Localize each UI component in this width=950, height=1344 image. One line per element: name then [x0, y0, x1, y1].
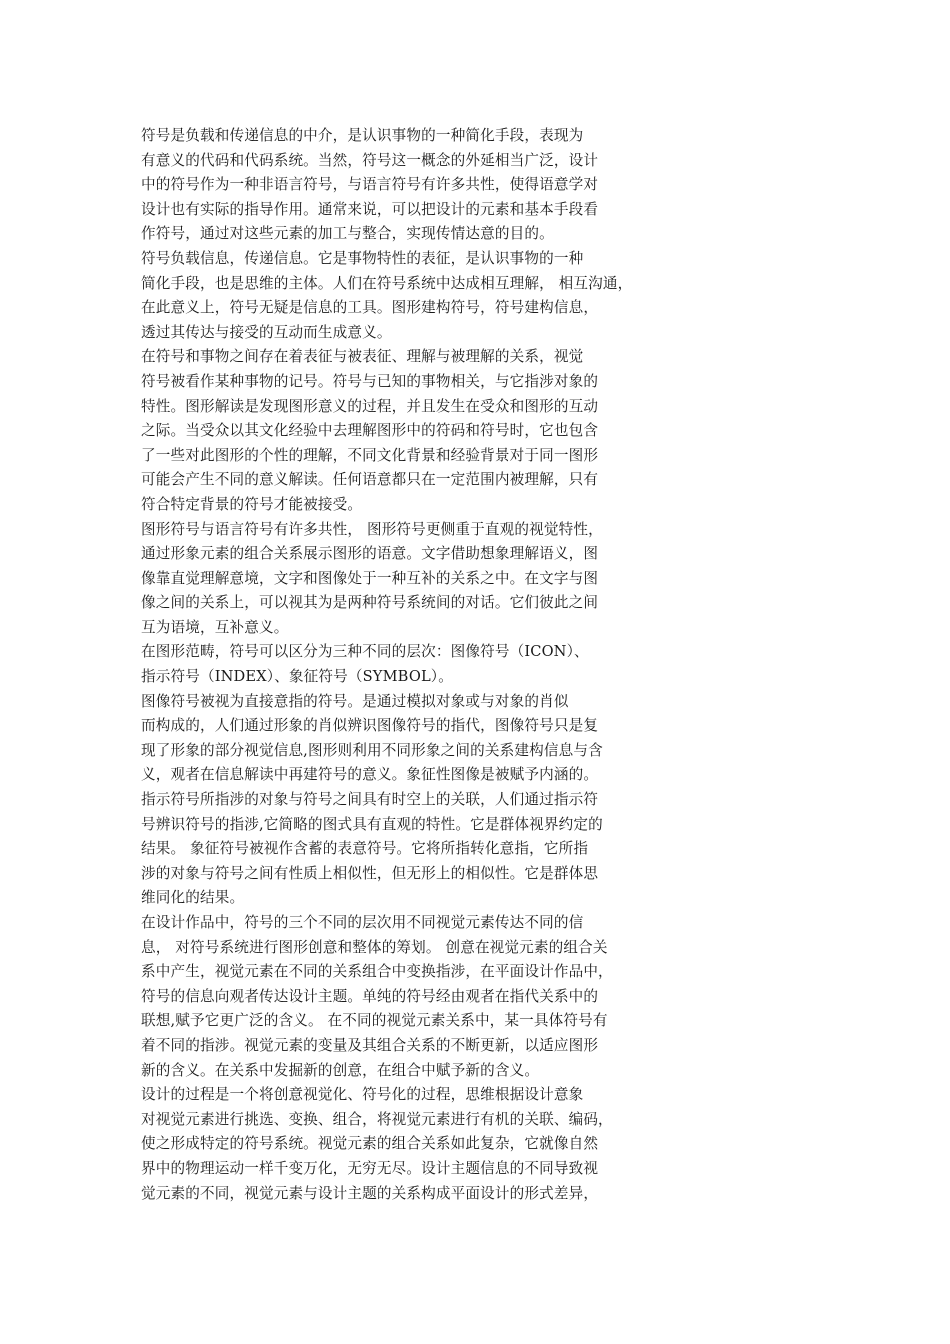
text-line: 有意义的代码和代码系统。当然，符号这一概念的外延相当广泛，设计 — [141, 151, 599, 169]
text-line: 像之间的关系上，可以视其为是两种符号系统间的对话。它们彼此之间 — [141, 594, 599, 612]
text-line: 了一些对此图形的个性的理解，不同文化背景和经验背景对于同一图形 — [141, 446, 599, 464]
text-line: 指示符号所指涉的对象与符号之间具有时空上的关联，人们通过指示符 — [141, 791, 599, 809]
text-line: 图形符号与语言符号有许多共性， 图形符号更侧重于直观的视觉特性， — [141, 520, 603, 538]
text-line: 维同化的结果。 — [141, 889, 245, 907]
text-line: 结果。 象征符号被视作含蓄的表意符号。它将所指转化意指，它所指 — [141, 840, 589, 858]
text-line: 现了形象的部分视觉信息,图形则利用不同形象之间的关系建构信息与含 — [141, 741, 603, 759]
text-line: 在图形范畴，符号可以区分为三种不同的层次：图像符号（ICON）、 — [141, 643, 589, 661]
text-line: 而构成的，人们通过形象的肖似辨识图像符号的指代，图像符号只是复 — [141, 717, 599, 735]
text-line: 在设计作品中，符号的三个不同的层次用不同视觉元素传达不同的信 — [141, 914, 584, 931]
text-line: 符合特定背景的符号才能被接受。 — [141, 495, 363, 513]
text-line: 图像符号被视为直接意指的符号。是通过模拟对象或与对象的肖似 — [141, 692, 569, 710]
text-line: 号辨识符号的指涉,它简略的图式具有直观的特性。它是群体视界约定的 — [141, 815, 603, 833]
text-line: 符号负载信息，传递信息。它是事物特性的表征，是认识事物的一种 — [141, 249, 584, 267]
text-line: 可能会产生不同的意义解读。任何语意都只在一定范围内被理解，只有 — [141, 471, 599, 489]
text-line: 互为语境，互补意义。 — [141, 618, 289, 636]
text-line: 着不同的指涉。视觉元素的变量及其组合关系的不断更新，以适应图形 — [141, 1036, 599, 1054]
text-line: 简化手段，也是思维的主体。人们在符号系统中达成相互理解， 相互沟通， — [141, 274, 633, 292]
text-line: 涉的对象与符号之间有性质上相似性，但无形上的相似性。它是群体思 — [141, 864, 599, 882]
text-line: 在此意义上，符号无疑是信息的工具。图形建构符号，符号建构信息， — [141, 299, 599, 317]
text-line: 中的符号作为一种非语言符号，与语言符号有许多共性，使得语意学对 — [141, 176, 599, 194]
text-line: 透过其传达与接受的互动而生成意义。 — [141, 323, 392, 341]
text-line: 指示符号（INDEX）、象征符号（SYMBOL）。 — [141, 668, 453, 686]
text-line: 在符号和事物之间存在着表征与被表征、理解与被理解的关系，视觉 — [141, 348, 584, 366]
text-line: 作符号，通过对这些元素的加工与整合，实现传情达意的目的。 — [141, 225, 554, 243]
text-line: 符号被看作某种事物的记号。符号与已知的事物相关，与它指涉对象的 — [141, 372, 599, 390]
text-line: 符号是负载和传递信息的中介，是认识事物的一种简化手段，表现为 — [141, 127, 584, 144]
text-line: 特性。图形解读是发现图形意义的过程，并且发生在受众和图形的互动 — [141, 397, 599, 415]
text-line: 联想,赋予它更广泛的含义。 在不同的视觉元素关系中，某一具体符号有 — [141, 1012, 608, 1030]
text-line: 觉元素的不同，视觉元素与设计主题的关系构成平面设计的形式差异， — [141, 1184, 599, 1202]
text-line: 设计的过程是一个将创意视觉化、符号化的过程，思维根据设计意象 — [141, 1086, 584, 1104]
text-line: 之际。当受众以其文化经验中去理解图形中的符码和符号时，它也包含 — [141, 422, 599, 440]
text-line: 界中的物理运动一样千变万化，无穷无尽。设计主题信息的不同导致视 — [141, 1159, 599, 1177]
text-line: 义，观者在信息解读中再建符号的意义。象征性图像是被赋予内涵的。 — [141, 766, 599, 784]
document-body-text — [141, 124, 701, 1206]
text-line: 符号的信息向观者传达设计主题。单纯的符号经由观者在指代关系中的 — [141, 987, 599, 1005]
text-line: 对视觉元素进行挑选、变换、组合，将视觉元素进行有机的关联、编码， — [141, 1110, 613, 1128]
text-line: 新的含义。在关系中发掘新的创意，在组合中赋予新的含义。 — [141, 1061, 540, 1079]
text-line: 使之形成特定的符号系统。视觉元素的组合关系如此复杂，它就像自然 — [141, 1135, 599, 1153]
text-line: 设计也有实际的指导作用。通常来说，可以把设计的元素和基本手段看 — [141, 200, 599, 218]
text-line: 通过形象元素的组合关系展示图形的语意。文字借助想象理解语义，图 — [141, 545, 599, 563]
text-line: 息， 对符号系统进行图形创意和整体的筹划。 创意在视觉元素的组合关 — [141, 938, 608, 956]
text-line: 像靠直觉理解意境，文字和图像处于一种互补的关系之中。在文字与图 — [141, 569, 599, 587]
text-line: 系中产生，视觉元素在不同的关系组合中变换指涉，在平面设计作品中， — [141, 963, 613, 981]
